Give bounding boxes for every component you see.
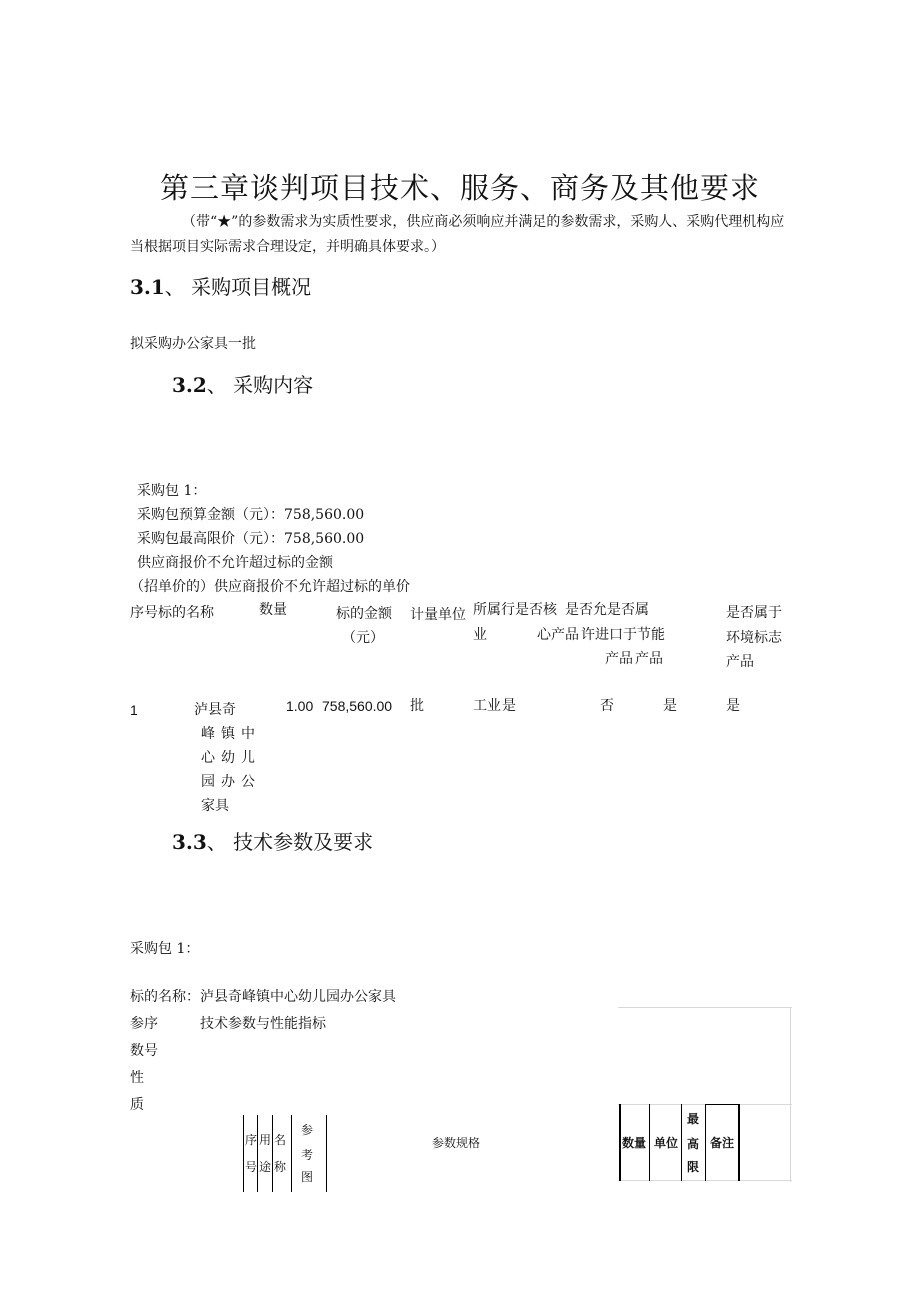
subject-name: 标的名称：泸县奇峰镇中心幼儿园办公家具 xyxy=(130,989,396,1005)
inner-spec: 参数规格 xyxy=(432,1136,481,1150)
section-3-1-heading xyxy=(130,271,311,300)
row-seq: 1 xyxy=(130,702,138,718)
header-amount: 标的金额 xyxy=(336,606,392,622)
inner-line-3 xyxy=(272,1115,273,1192)
section-3-1-title: 采购项目概况 xyxy=(191,275,312,299)
inner-use-2: 途 xyxy=(259,1160,272,1174)
row-qty: 1.00 xyxy=(286,698,314,714)
inner-line-7 xyxy=(649,1104,650,1181)
inner-max-3: 限 xyxy=(687,1160,700,1174)
param-col-label-3: 性 xyxy=(130,1070,144,1086)
inner-line-11 xyxy=(705,1104,739,1105)
header-env-3: 产品 xyxy=(726,654,754,670)
tech-col-label: 技术参数与性能指标 xyxy=(200,1016,326,1032)
inner-name-1: 名 xyxy=(274,1133,287,1147)
section-3-3-number: 3.3 xyxy=(172,830,207,854)
header-import-1: 是否允 xyxy=(565,602,607,618)
inner-line-2 xyxy=(257,1115,258,1192)
requirement-note: （带“★”的参数需求为实质性要求，供应商必须响应并满足的参数需求，采购人、采购代理机构应当根据项目实际需求合理设定，并明确具体要求。） xyxy=(130,214,785,255)
inner-line-9 xyxy=(705,1104,706,1181)
header-import-2: 许进口 xyxy=(581,627,623,643)
row-industry: 工业 xyxy=(473,698,501,714)
inner-unit: 单位 xyxy=(654,1136,679,1150)
inner-ref-2: 考 xyxy=(301,1148,314,1162)
package-note-2: （招单价的）供应商报价不允许超过标的单价 xyxy=(130,579,410,595)
section-3-1-sep: 、 xyxy=(164,275,185,299)
inner-name-2: 称 xyxy=(274,1160,287,1174)
section-3-2-heading xyxy=(172,369,313,398)
row-name-4: 园办公 xyxy=(201,774,261,790)
page-title: 第三章谈判项目技术、服务、商务及其他要求 xyxy=(159,171,760,205)
inner-max-2: 高 xyxy=(687,1137,700,1151)
section-3-2-sep: 、 xyxy=(206,373,227,397)
package-2-name: 采购包 1： xyxy=(130,941,200,957)
inner-use-1: 用 xyxy=(259,1133,272,1147)
package-name: 采购包 1： xyxy=(137,483,207,499)
inner-line-6 xyxy=(619,1104,621,1181)
section-3-2-title: 采购内容 xyxy=(233,373,314,397)
header-industry-1: 所属行 xyxy=(473,602,515,618)
outer-table-top-line xyxy=(618,1007,792,1008)
section-3-3-sep: 、 xyxy=(206,830,227,854)
inner-line-1 xyxy=(243,1115,244,1192)
section-3-3-heading xyxy=(172,826,373,855)
inner-seq-1: 序 xyxy=(245,1133,258,1147)
row-name-3: 心幼儿 xyxy=(201,750,261,766)
header-unit: 计量单位 xyxy=(410,607,466,623)
header-energy-3: 产品 xyxy=(605,651,633,667)
row-energy: 是 xyxy=(663,698,677,714)
header-energy-3b: 产品 xyxy=(635,651,663,667)
inner-max-1: 最 xyxy=(687,1112,700,1126)
outer-table-right-line xyxy=(790,1007,791,1182)
overview-text: 拟采购办公家具一批 xyxy=(130,336,256,352)
row-name-5: 家具 xyxy=(201,798,229,814)
row-name-2: 峰镇中 xyxy=(201,726,261,742)
seq-col-label-2: 号 xyxy=(144,1043,158,1059)
header-seq-name: 序号标的名称 xyxy=(130,605,214,621)
section-3-3-title: 技术参数及要求 xyxy=(233,830,374,854)
row-import: 否 xyxy=(600,698,614,714)
param-col-label-4: 质 xyxy=(130,1097,144,1113)
header-env-2: 环境标志 xyxy=(726,630,782,646)
package-note-1: 供应商报价不允许超过标的金额 xyxy=(137,555,333,571)
inner-line-8 xyxy=(681,1104,682,1181)
section-3-1-number: 3.1 xyxy=(130,275,165,299)
package-budget: 采购包预算金额（元）：758,560.00 xyxy=(137,507,365,523)
inner-line-5 xyxy=(326,1115,327,1192)
inner-ref-1: 参 xyxy=(301,1123,314,1137)
header-qty: 数量 xyxy=(259,602,287,618)
section-3-2-number: 3.2 xyxy=(172,373,207,397)
row-core: 是 xyxy=(502,698,516,714)
header-core-2: 心产品 xyxy=(537,627,579,643)
header-industry-2: 业 xyxy=(473,627,487,643)
inner-qty: 数量 xyxy=(622,1136,647,1150)
row-amount: 758,560.00 xyxy=(322,698,393,714)
param-col-label-2: 数 xyxy=(130,1043,144,1059)
seq-col-label-1: 序 xyxy=(144,1016,158,1032)
header-core-1: 是否核 xyxy=(515,602,557,618)
header-amount-unit: （元） xyxy=(342,630,384,646)
inner-line-4 xyxy=(291,1115,292,1192)
inner-seq-2: 号 xyxy=(245,1160,258,1174)
inner-line-10 xyxy=(738,1104,740,1181)
header-energy-2: 于节能 xyxy=(623,627,665,643)
header-env-1: 是否属于 xyxy=(726,605,782,621)
inner-remark: 备注 xyxy=(710,1136,735,1150)
header-energy-1: 是否属 xyxy=(607,602,649,618)
package-max-price: 采购包最高限价（元）：758,560.00 xyxy=(137,531,365,547)
inner-ref-3: 图 xyxy=(301,1170,314,1184)
row-name-1: 泸县奇 xyxy=(194,702,236,718)
row-unit: 批 xyxy=(410,698,424,714)
param-col-label-1: 参 xyxy=(130,1016,144,1032)
row-env: 是 xyxy=(726,698,740,714)
